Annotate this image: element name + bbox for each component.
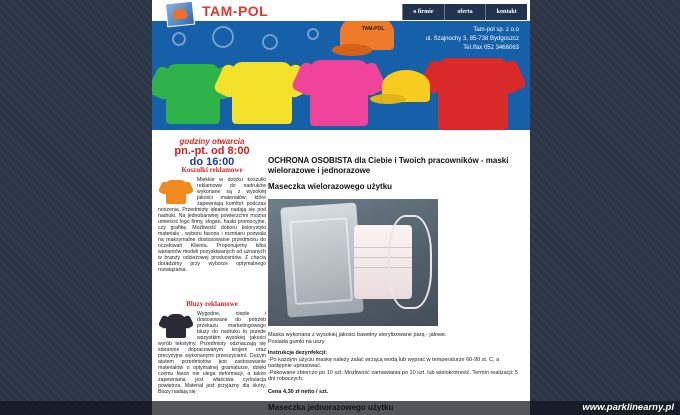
page: [152, 0, 530, 415]
product-price: [268, 389, 522, 396]
sidebar-text-koszulki: [158, 177, 266, 273]
bubble-decoration: [212, 26, 234, 48]
bubble-decoration: [307, 28, 319, 40]
yellow-cap-brim: [370, 94, 406, 104]
company-address: ul. Szajnochy 3, 85-738 Bydgoszcz: [425, 36, 519, 42]
watermark-bar: [0, 401, 680, 415]
green-shirt-image: [166, 64, 220, 124]
page-title: OCHRONA OSOBISTA dla Ciebie i Twoich pracowników - maski wielorazowe i jednorazowe: [268, 156, 509, 175]
product-description: [268, 332, 522, 345]
bubble-decoration: [262, 34, 278, 50]
product-instructions: [268, 350, 522, 383]
watermark-text: www.parklinearny.pl: [582, 402, 674, 413]
red-shirt-image: [438, 58, 508, 130]
hoodie-thumbnail[interactable]: [158, 311, 194, 339]
sidebar-text-koszulki-body: Miękkie w dotyku koszulki reklamowe do nadruków wykonane są z wysokiej jakości materiałów, które zapewniają komfort podczas noszenia. Przedmioty idealnie nadają się pod nadruki. Na jednobarwnej powierzchni można umieścić logo firmy, slogan, hasła promocyjne, czy grafikę. Możliwość doboru kolorystyki materiału , wyboru fasonu i rozmiaru pozwala na maksymalne dostosowanie przedmiotu do oczekiwań Klienta. Proponujemy kilka wariantów modeli pozyskiwanych od uznanych w branży odzieżowej producentów. Z chęcią doradzimy przy wyborze optymalnego rozwiązania.: [158, 177, 266, 273]
tshirt-thumbnail[interactable]: [158, 177, 194, 205]
reusable-mask-photo[interactable]: [268, 199, 438, 326]
orange-cap-brim: [332, 44, 372, 56]
logo-icon[interactable]: [165, 1, 195, 28]
opening-hours-time: do 16:00: [189, 156, 235, 168]
packaged-mask-bag: [280, 202, 363, 317]
header-banner: [152, 0, 530, 130]
price-text: Cena 4,30 zł netto / szt.: [268, 389, 329, 395]
main-nav: [402, 4, 527, 20]
product-description-line1: Maska wykonana z wysokiej jakości bawełny sterylizowane parą - jałowe.: [268, 332, 447, 338]
hoodie-icon: [166, 314, 186, 338]
sidebar-heading-koszulki[interactable]: Koszulki reklamowe: [181, 166, 243, 174]
sidebar-text-bluzy-body: Wygodne, ciepłe i dostosowane do potrzeb przekazu marketingowego bluzy do nadruku to przede wszystkim wysokiej jakości wyrób tekstylny. Przedmioty odznaczają się starannie dopracowanym krojem oraz precyzyjne wykonanymi przeszyciami. Dużym atutem przedmiotów jest zastosowanie materiałów o optymalnej gramaturze, dzięki czemu fason nie ulega deformacji, a także zapewniana jest właściwa cyrkulacja powietrza. Materiał jest przyjazny dla skóry, Bluzy nadają się: [158, 311, 266, 395]
mask-ear-strap: [388, 215, 432, 309]
cap-logo-text: TAM-POL: [362, 26, 385, 32]
opening-hours: [162, 137, 262, 168]
instructions-text: -Po każdym użyciu maskę należy zalać wrzącą wodą lub wyprać w temperaturze 60-90 st. C, a następnie uprasować.: [268, 356, 500, 370]
company-info: [414, 26, 519, 53]
nav-item-oferta[interactable]: oferta: [444, 4, 486, 20]
opening-hours-days: pn.-pt. od 8:00: [174, 145, 250, 157]
bubble-decoration: [172, 32, 186, 46]
opening-hours-title: godziny otwarcia: [179, 137, 245, 146]
product-title-reusable: Maseczka wielorazowego użytku: [268, 182, 393, 191]
tshirt-icon: [166, 180, 186, 204]
company-phone: Tel./fax 052 3466063: [463, 45, 519, 51]
instructions-heading: Instrukcja dezynfekcji:: [268, 350, 327, 356]
company-name: Tam-pol sp. z o.o: [473, 27, 519, 33]
sidebar-heading-bluzy[interactable]: Bluzy reklamowe: [186, 300, 238, 308]
sidebar-text-bluzy: [158, 311, 266, 395]
logo-text[interactable]: TAM-POL: [202, 3, 269, 19]
pink-shirt-image: [310, 60, 368, 126]
yellow-shirt-image: [232, 62, 292, 124]
packaging-text: -Pakowane zbiorczo po 10 szt. Możliwość zamawiania po 10 szt. lub wielokrotność. Termin realizacji: 5 dni roboczych.: [268, 369, 518, 383]
product-description-line2: Posiada gumki na uszy.: [268, 338, 326, 345]
nav-item-o-firmie[interactable]: o firmie: [402, 4, 444, 20]
nav-item-kontakt[interactable]: kontakt: [485, 4, 527, 20]
